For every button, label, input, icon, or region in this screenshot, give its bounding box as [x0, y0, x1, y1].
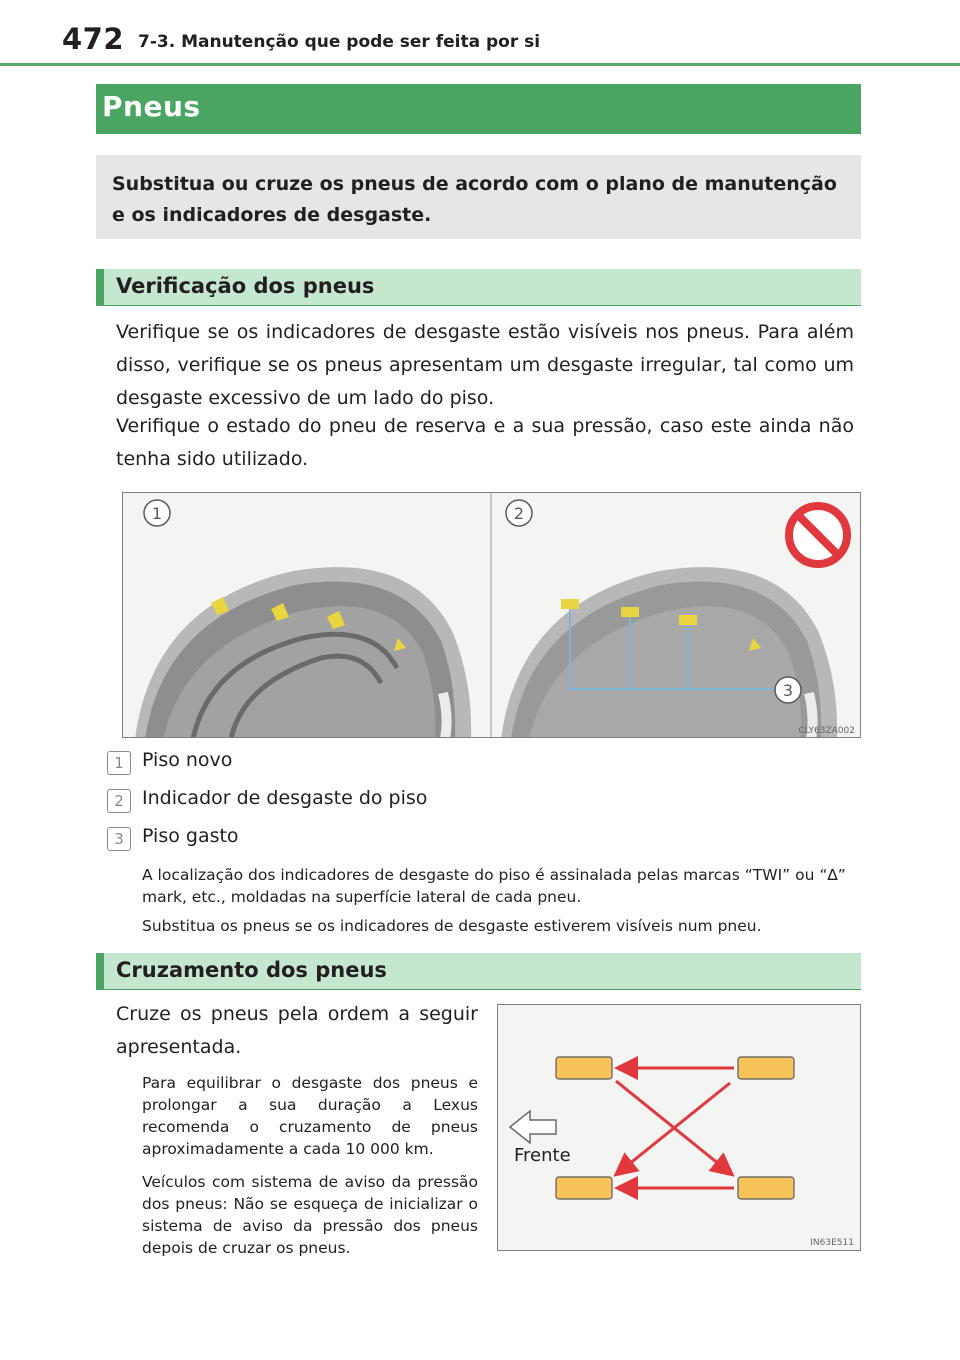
- paragraph: Verifique o estado do pneu de reserva e a sua pressão, caso este ainda não tenha sido utilizado.: [116, 415, 854, 470]
- legend-number: 3: [107, 827, 131, 851]
- callout-3: [775, 677, 801, 703]
- note-text: Para equilibrar o desgaste dos pneus e prolongar a sua duração a Lexus recomenda o cruzamento de pneus aproximadamente a cada 10 000 km.: [142, 1074, 478, 1158]
- page-title: Pneus: [102, 90, 201, 123]
- section-breadcrumb: 7-3. Manutenção que pode ser feita por si: [138, 32, 541, 52]
- tire-wear-figure: [122, 492, 861, 738]
- callout-1-label: 1: [151, 504, 163, 523]
- tire-rear-right: [738, 1177, 794, 1199]
- legend-number: 2: [107, 789, 131, 813]
- paragraph: Cruze os pneus pela ordem a seguir apresentada.: [116, 1003, 478, 1058]
- callout-2: [506, 500, 532, 526]
- page-number: 472: [62, 22, 125, 56]
- intro-box: [96, 155, 861, 239]
- intro-text: Substitua ou cruze os pneus de acordo com o plano de manutenção e os indicadores de desgaste.: [112, 173, 837, 226]
- section-heading: Cruzamento dos pneus: [116, 958, 387, 982]
- tire-rear-left: [738, 1057, 794, 1079]
- front-label: Frente: [514, 1145, 571, 1166]
- legend-text: Piso gasto: [142, 825, 239, 847]
- section-heading: Verificação dos pneus: [116, 274, 375, 298]
- tire-front-left: [556, 1057, 612, 1079]
- rotation-diagram: [498, 1005, 861, 1251]
- front-arrow-icon: [510, 1111, 556, 1143]
- note-text: A localização dos indicadores de desgaste do piso é assinalada pelas marcas “TWI” ou “∆” mark, etc., moldadas na superfície lateral de cada pneu.: [142, 866, 846, 906]
- tire-illustration: [123, 493, 861, 738]
- prohibition-icon: [789, 506, 847, 564]
- figure-code: CLY63ZA002: [798, 726, 855, 736]
- callout-1: [144, 500, 170, 526]
- legend-text: Piso novo: [142, 749, 233, 771]
- tire-rotation-figure: [497, 1004, 861, 1251]
- section-heading-bar: [96, 269, 861, 306]
- callout-3-label: 3: [782, 681, 794, 700]
- section-heading-bar: [96, 953, 861, 990]
- figure-code: IN63E511: [810, 1238, 854, 1248]
- legend-number: 1: [107, 751, 131, 775]
- header-rule: [0, 63, 960, 66]
- tire-front-right: [556, 1177, 612, 1199]
- worn-tread-tire: [501, 567, 837, 738]
- callout-2-label: 2: [513, 504, 525, 523]
- legend-text: Indicador de desgaste do piso: [142, 787, 428, 809]
- note-text: Veículos com sistema de aviso da pressão dos pneus: Não se esqueça de inicializar o sistema de aviso da pressão dos pneus depois de cruzar os pneus.: [142, 1173, 478, 1257]
- new-tread-tire: [135, 567, 471, 738]
- title-bar: [96, 84, 861, 134]
- paragraph: Verifique se os indicadores de desgaste estão visíveis nos pneus. Para além disso, verifique se os pneus apresentam um desgaste irregular, tal como um desgaste excessivo de um lado do piso.: [116, 321, 854, 409]
- note-text: Substitua os pneus se os indicadores de desgaste estiverem visíveis num pneu.: [142, 917, 762, 935]
